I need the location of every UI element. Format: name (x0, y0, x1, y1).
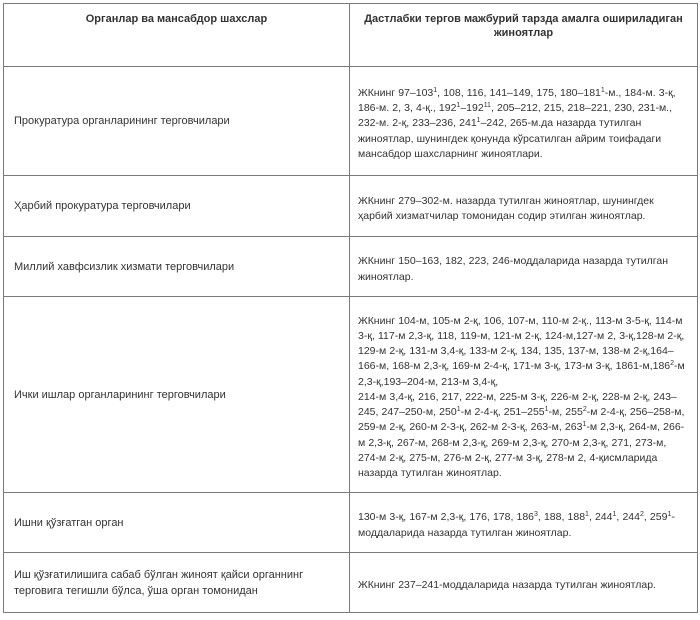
crimes-text: ЖКнинг $97-103^1$, 108, 116, 141–149, 175, $180-181^1-м$., 184-м. 3-қ, 186-м. 2, 3, 4-қ., $192^1-192^{11}$, 205–212, 215, 218–221, 230, 231-м., 232-м. 2-қ, 233–236, $241^1-242$, 265-м.да назарда тутилган жиноятлар, шунингдек қонунда кўрсатилган айрим тоифадаги мансабдор шахсларнинг жиноятлари. (358, 86, 676, 160)
crimes-text: ЖКнинг 279–302-м. назарда тутилган жиноятлар, шунингдек ҳарбий хизматчилар томонидан содир этилган жиноятлар. (358, 194, 654, 222)
table-row (4, 553, 698, 613)
organ-cell: Ишни қўзғатган орган (4, 493, 350, 553)
crimes-cell (350, 176, 698, 237)
organ-cell: Иш қўзғатилишига сабаб бўлган жиноят қайси органнинг терговига тегишли бўлса, ўша орган томонидан (4, 553, 350, 613)
organ-cell: Миллий хавфсизлик хизмати терговчилари (4, 237, 350, 297)
crimes-text: 130-м 3-қ, 167-м 2,3-қ, 176, 178, $186^3$, 188, $188^1$, $244^1$, $244^2$, $259^1$-моддаларида назарда тутилган жиноятлар. (358, 511, 675, 539)
column-header-organs: Органлар ва мансабдор шахслар (4, 4, 350, 67)
crimes-text: ЖКнинг 237–241-моддаларида назарда тутилган жиноятлар. (358, 578, 656, 591)
crimes-cell (350, 493, 698, 553)
crimes-cell (350, 67, 698, 176)
table-row (4, 67, 698, 176)
organ-cell: Ҳарбий прокуратура терговчилари (4, 176, 350, 237)
column-header-crimes: Дастлабки тергов мажбурий тарзда амалга ошириладиган жиноятлар (350, 4, 698, 67)
crimes-text: ЖКнинг 104-м, 105-м 2-қ, 106, 107-м, 110-м 2-қ., 113-м 3-5-қ, 114-м 3-қ, 117-м 2,3-қ, 118, 119-м, 121-м 2-қ, 124-м,127-м 2, 3-қ,128-м 2-қ, 129-м 2-қ, 131-м 3,4-қ, 133-м 2-қ, 134, 135, 137-м, 138-м 2-қ,164–166-м, 168-м 2,3-қ, 169-м 2-4-қ, 171-м 3-қ, 173-м 3-қ, 1861-м,186$^2$-м 2,3-қ,193–204-м, 213-м 3,4-қ, 214-м 3,4-қ, 216, 217, 222-м, 225-м 3-қ, 226-м 2-қ, 228-м 2-қ, 243–245, 247–250-м, $250^1-м$ 2-4-қ, $251-255^1-м$, $255^2-м$ 2-4-қ, 256–258-м, 259-м 2-қ, 260-м 2-3-қ, 262-м 2-3-қ, 263-м, $263^1-м$ 2,3-қ, 264-м, 266-м 2,3-қ, 267-м, 268-м 2,3-қ, 269-м 2,3-қ, 270-м 2,3-қ, 271, 273-м, 274-м 2-қ, 275-м, 276-м 2-қ, 277-м 3-қ, 278-м 2, 4-қисмларида назарда тутилган жиноятлар. (358, 314, 685, 479)
organ-cell: Ички ишлар органларининг терговчилари (4, 297, 350, 493)
crime-jurisdiction-table (3, 3, 698, 613)
table-container (3, 3, 698, 613)
organ-cell: Прокуратура органларининг терговчилари (4, 67, 350, 176)
table-row (4, 176, 698, 237)
table-row (4, 297, 698, 493)
crimes-cell (350, 237, 698, 297)
crimes-cell (350, 553, 698, 613)
header-row (4, 4, 698, 67)
crimes-cell (350, 297, 698, 493)
table-row (4, 237, 698, 297)
table-row (4, 493, 698, 553)
crimes-text: ЖКнинг 150–163, 182, 223, 246-моддаларида назарда тутилган жиноятлар. (358, 255, 669, 283)
